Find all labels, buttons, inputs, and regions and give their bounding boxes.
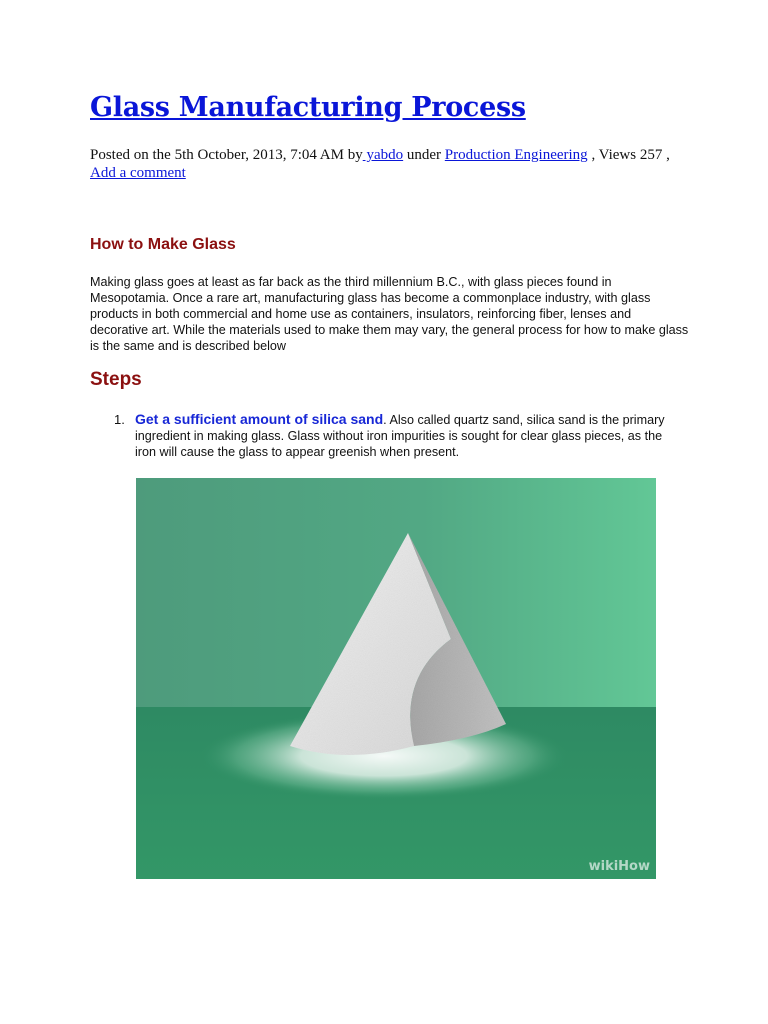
- posted-text: Posted on the 5th October, 2013, 7:04 AM by: [90, 147, 363, 163]
- add-comment-link[interactable]: Add a comment: [90, 165, 186, 181]
- views-count: , Views 257 ,: [587, 147, 670, 163]
- wikihow-watermark: wikiHow: [588, 859, 650, 874]
- step-text: . Also called quartz sand, silica sand is the primary ingredient in making glass. Glass without iron impurities is sought for clear glass pieces, as the iron will cause the glass to appear greenish when present.: [135, 413, 665, 459]
- step-lead: Get a sufficient amount of silica sand: [135, 411, 384, 427]
- under-text: under: [403, 147, 445, 163]
- intro-paragraph: Making glass goes at least as far back as the third millennium B.C., with glass pieces found in Mesopotamia. Once a rare art, manufacturing glass has become a commonplace industry, with glass products in both commercial and home use as containers, insulators, reinforcing fiber, lenses and decorative art. While the materials used to make them may vary, the general process for how to make glass is the same and is described below: [90, 275, 689, 353]
- step-illustration: [136, 478, 656, 879]
- section-heading: How to Make Glass: [90, 236, 236, 253]
- author-link[interactable]: yabdo: [362, 147, 404, 163]
- post-meta: [90, 146, 700, 182]
- step-item: [114, 411, 674, 460]
- category-link[interactable]: Production Engineering: [444, 147, 588, 163]
- article-title[interactable]: Glass Manufacturing Process: [90, 92, 526, 123]
- step-number: 1.: [114, 412, 125, 427]
- steps-heading: Steps: [90, 369, 142, 390]
- step-body: [135, 411, 674, 460]
